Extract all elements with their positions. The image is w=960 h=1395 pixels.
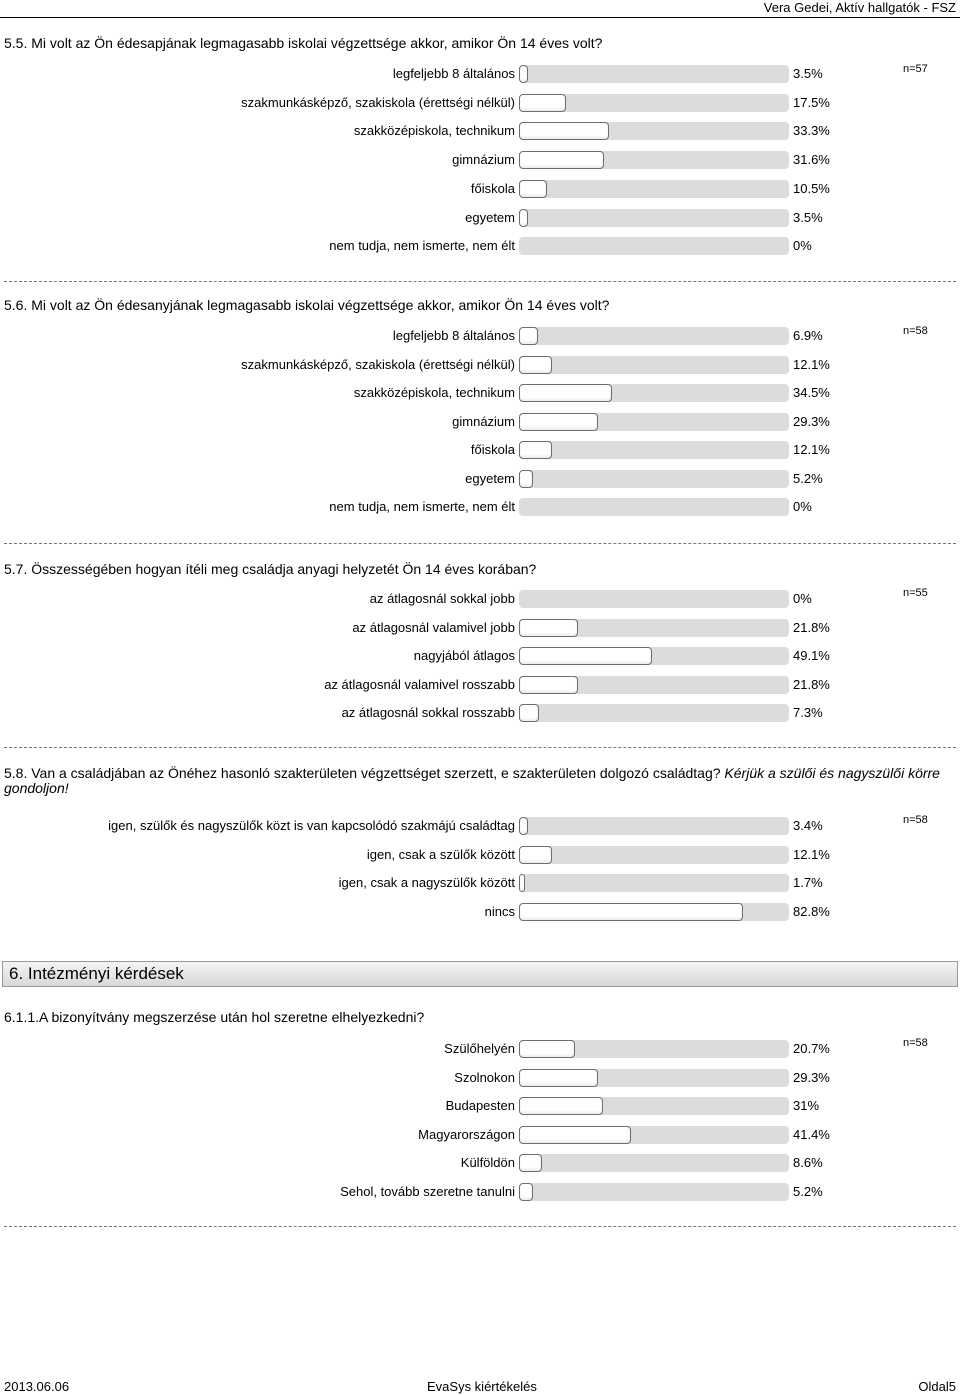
answer-label: Külföldön bbox=[460, 1155, 515, 1170]
bar-fill bbox=[519, 874, 525, 892]
answer-percent: 29.3% bbox=[793, 414, 830, 429]
answer-row bbox=[0, 412, 960, 432]
sample-size: n=55 bbox=[903, 587, 928, 599]
footer-center: EvaSys kiértékelés bbox=[427, 1379, 537, 1394]
bar-fill bbox=[519, 441, 552, 459]
answer-label: az átlagosnál sokkal rosszabb bbox=[341, 705, 515, 720]
bar-track bbox=[519, 151, 789, 169]
answer-label: igen, csak a nagyszülők között bbox=[338, 875, 515, 890]
bar-track bbox=[519, 676, 789, 694]
answer-percent: 0% bbox=[793, 499, 812, 514]
bar-fill bbox=[519, 122, 609, 140]
answer-percent: 8.6% bbox=[793, 1155, 823, 1170]
question-separator bbox=[4, 1226, 956, 1227]
answer-percent: 3.5% bbox=[793, 66, 823, 81]
bar-fill bbox=[519, 327, 538, 345]
answer-percent: 33.3% bbox=[793, 123, 830, 138]
answer-label: nincs bbox=[484, 904, 515, 919]
answer-percent: 0% bbox=[793, 591, 812, 606]
answer-label: az átlagosnál valamivel rosszabb bbox=[324, 677, 515, 692]
bar-track bbox=[519, 413, 789, 431]
header-divider bbox=[0, 17, 960, 18]
bar-fill bbox=[519, 1154, 542, 1172]
answer-row bbox=[0, 646, 960, 666]
question-separator bbox=[4, 747, 956, 748]
question-title-text: 6.1.1.A bizonyítvány megszerzése után hol szeretne elhelyezkedni? bbox=[4, 1009, 425, 1025]
answer-label: Magyarországon bbox=[418, 1127, 515, 1142]
bar-fill bbox=[519, 470, 533, 488]
answer-row bbox=[0, 93, 960, 113]
bar-track bbox=[519, 237, 789, 255]
answer-row bbox=[0, 902, 960, 922]
answer-row bbox=[0, 873, 960, 893]
bar-fill bbox=[519, 846, 552, 864]
sample-size: n=57 bbox=[903, 63, 928, 75]
answer-row bbox=[0, 179, 960, 199]
answer-label: Szülőhelyén bbox=[444, 1041, 515, 1056]
answer-percent: 12.1% bbox=[793, 357, 830, 372]
bar-fill bbox=[519, 65, 528, 83]
answer-row bbox=[0, 64, 960, 84]
answer-percent: 3.4% bbox=[793, 818, 823, 833]
question-separator bbox=[4, 543, 956, 544]
sample-size: n=58 bbox=[903, 1037, 928, 1049]
answer-label: Szolnokon bbox=[454, 1070, 515, 1085]
answer-row bbox=[0, 816, 960, 836]
answer-percent: 21.8% bbox=[793, 620, 830, 635]
answer-row bbox=[0, 675, 960, 695]
answer-label: az átlagosnál sokkal jobb bbox=[369, 591, 515, 606]
answer-label: igen, szülők és nagyszülők közt is van kapcsolódó szakmájú családtag bbox=[108, 818, 515, 833]
bar-track bbox=[519, 94, 789, 112]
answer-percent: 49.1% bbox=[793, 648, 830, 663]
sample-size: n=58 bbox=[903, 814, 928, 826]
bar-fill bbox=[519, 1097, 603, 1115]
bar-track bbox=[519, 903, 789, 921]
answer-row bbox=[0, 326, 960, 346]
answer-row bbox=[0, 845, 960, 865]
answer-label: egyetem bbox=[465, 471, 515, 486]
question-title-text: 5.6. Mi volt az Ön édesanyjának legmagasabb iskolai végzettsége akkor, amikor Ön 14 éves volt? bbox=[4, 297, 610, 313]
answer-row bbox=[0, 1182, 960, 1202]
answer-label: Sehol, tovább szeretne tanulni bbox=[340, 1184, 515, 1199]
answer-row bbox=[0, 618, 960, 638]
answer-percent: 10.5% bbox=[793, 181, 830, 196]
answer-label: szakmunkásképző, szakiskola (érettségi nélkül) bbox=[241, 357, 515, 372]
bar-track bbox=[519, 470, 789, 488]
bar-fill bbox=[519, 704, 539, 722]
answer-percent: 20.7% bbox=[793, 1041, 830, 1056]
answer-percent: 0% bbox=[793, 238, 812, 253]
answer-percent: 5.2% bbox=[793, 471, 823, 486]
footer-date: 2013.06.06 bbox=[4, 1379, 70, 1394]
bar-track bbox=[519, 874, 789, 892]
bar-track bbox=[519, 817, 789, 835]
bar-track bbox=[519, 327, 789, 345]
answer-label: legfeljebb 8 általános bbox=[392, 66, 515, 81]
question-title bbox=[4, 1010, 956, 1025]
answer-label: szakközépiskola, technikum bbox=[353, 385, 515, 400]
question-separator bbox=[4, 281, 956, 282]
answer-label: nem tudja, nem ismerte, nem élt bbox=[329, 238, 515, 253]
answer-row bbox=[0, 497, 960, 517]
bar-track bbox=[519, 704, 789, 722]
answer-percent: 12.1% bbox=[793, 847, 830, 862]
answer-percent: 3.5% bbox=[793, 210, 823, 225]
answer-row bbox=[0, 383, 960, 403]
answer-row bbox=[0, 355, 960, 375]
bar-track bbox=[519, 1126, 789, 1144]
answer-percent: 31% bbox=[793, 1098, 820, 1113]
answer-percent: 5.2% bbox=[793, 1184, 823, 1199]
bar-track bbox=[519, 122, 789, 140]
answer-label: főiskola bbox=[470, 181, 515, 196]
bar-track bbox=[519, 647, 789, 665]
question-title bbox=[4, 298, 956, 313]
answer-percent: 31.6% bbox=[793, 152, 830, 167]
report-header-author: Vera Gedei, Aktív hallgatók - FSZ bbox=[763, 0, 956, 15]
bar-track bbox=[519, 1154, 789, 1172]
bar-track bbox=[519, 846, 789, 864]
answer-row bbox=[0, 469, 960, 489]
answer-label: főiskola bbox=[470, 442, 515, 457]
answer-row bbox=[0, 1039, 960, 1059]
answer-row bbox=[0, 1125, 960, 1145]
answer-percent: 34.5% bbox=[793, 385, 830, 400]
answer-label: szakközépiskola, technikum bbox=[353, 123, 515, 138]
bar-track bbox=[519, 441, 789, 459]
answer-label: igen, csak a szülők között bbox=[366, 847, 515, 862]
bar-fill bbox=[519, 413, 598, 431]
bar-track bbox=[519, 1183, 789, 1201]
answer-row bbox=[0, 208, 960, 228]
footer-page: Oldal5 bbox=[918, 1379, 956, 1394]
bar-track bbox=[519, 356, 789, 374]
bar-fill bbox=[519, 619, 578, 637]
question-title bbox=[4, 766, 956, 796]
bar-track bbox=[519, 619, 789, 637]
bar-fill bbox=[519, 151, 604, 169]
answer-label: Budapesten bbox=[445, 1098, 515, 1113]
answer-row bbox=[0, 1153, 960, 1173]
bar-fill bbox=[519, 1040, 575, 1058]
answer-label: gimnázium bbox=[452, 414, 515, 429]
bar-fill bbox=[519, 1183, 533, 1201]
question-title bbox=[4, 562, 956, 577]
answer-percent: 7.3% bbox=[793, 705, 823, 720]
question-title bbox=[4, 36, 956, 51]
answer-label: nagyjából átlagos bbox=[413, 648, 515, 663]
question-title-note: Kérjük a szülői és nagyszülői körre gondoljon! bbox=[4, 765, 940, 796]
bar-fill bbox=[519, 356, 552, 374]
answer-percent: 41.4% bbox=[793, 1127, 830, 1142]
answer-row bbox=[0, 150, 960, 170]
question-title-text: 5.5. Mi volt az Ön édesapjának legmagasabb iskolai végzettsége akkor, amikor Ön 14 éves volt? bbox=[4, 35, 603, 51]
bar-fill bbox=[519, 903, 743, 921]
answer-percent: 6.9% bbox=[793, 328, 823, 343]
answer-label: szakmunkásképző, szakiskola (érettségi nélkül) bbox=[241, 95, 515, 110]
answer-percent: 82.8% bbox=[793, 904, 830, 919]
answer-percent: 29.3% bbox=[793, 1070, 830, 1085]
bar-track bbox=[519, 1040, 789, 1058]
question-title-text: 5.7. Összességében hogyan ítéli meg családja anyagi helyzetét Ön 14 éves korában? bbox=[4, 561, 537, 577]
bar-track bbox=[519, 384, 789, 402]
answer-percent: 17.5% bbox=[793, 95, 830, 110]
bar-track bbox=[519, 1069, 789, 1087]
question-title-text: 5.8. Van a családjában az Önéhez hasonló szakterületen végzettséget szerzett, e szakterületen dolgozó családtag? bbox=[4, 765, 721, 781]
answer-label: gimnázium bbox=[452, 152, 515, 167]
bar-fill bbox=[519, 1069, 598, 1087]
bar-fill bbox=[519, 1126, 631, 1144]
answer-row bbox=[0, 589, 960, 609]
answer-row bbox=[0, 236, 960, 256]
answer-label: egyetem bbox=[465, 210, 515, 225]
bar-fill bbox=[519, 676, 578, 694]
answer-percent: 21.8% bbox=[793, 677, 830, 692]
bar-fill bbox=[519, 384, 612, 402]
answer-percent: 12.1% bbox=[793, 442, 830, 457]
section-title: 6. Intézményi kérdések bbox=[9, 964, 184, 983]
bar-fill bbox=[519, 817, 528, 835]
bar-track bbox=[519, 65, 789, 83]
answer-label: nem tudja, nem ismerte, nem élt bbox=[329, 499, 515, 514]
answer-row bbox=[0, 440, 960, 460]
answer-row bbox=[0, 121, 960, 141]
bar-fill bbox=[519, 180, 547, 198]
answer-label: legfeljebb 8 általános bbox=[392, 328, 515, 343]
bar-fill bbox=[519, 209, 528, 227]
bar-fill bbox=[519, 647, 652, 665]
bar-track bbox=[519, 498, 789, 516]
bar-fill bbox=[519, 94, 566, 112]
section-header bbox=[2, 961, 958, 987]
bar-track bbox=[519, 590, 789, 608]
answer-row bbox=[0, 1068, 960, 1088]
answer-row bbox=[0, 1096, 960, 1116]
bar-track bbox=[519, 180, 789, 198]
answer-label: az átlagosnál valamivel jobb bbox=[352, 620, 515, 635]
answer-percent: 1.7% bbox=[793, 875, 823, 890]
bar-track bbox=[519, 1097, 789, 1115]
sample-size: n=58 bbox=[903, 325, 928, 337]
bar-track bbox=[519, 209, 789, 227]
answer-row bbox=[0, 703, 960, 723]
